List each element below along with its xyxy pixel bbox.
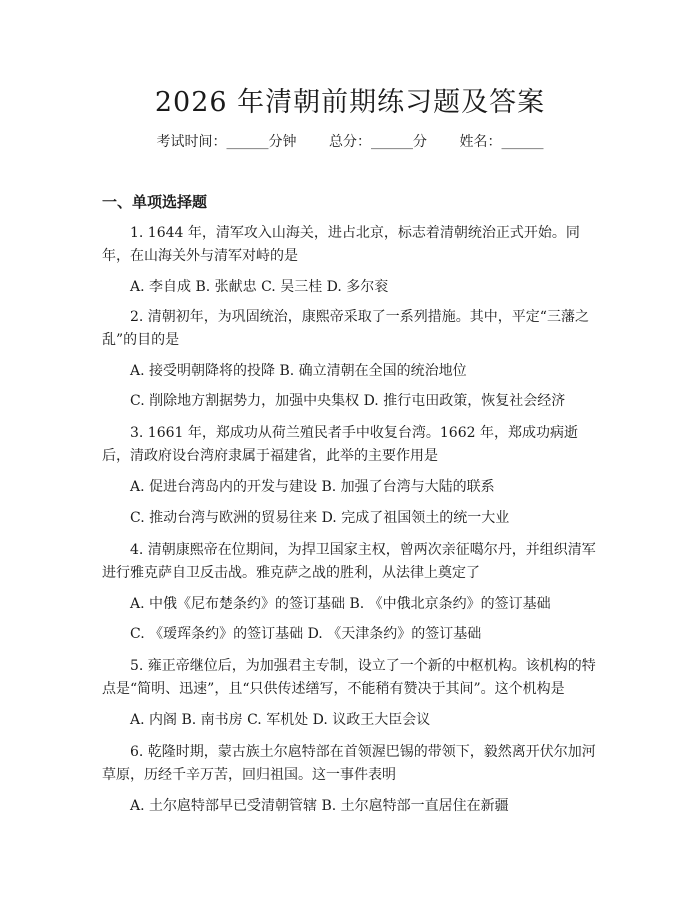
- student-name: 姓名：______: [459, 134, 544, 150]
- option-line: A. 接受明朝降将的投降 B. 确立清朝在全国的统治地位: [130, 363, 467, 379]
- question-2-options-c: [102, 390, 602, 413]
- question-3-options-c: [102, 507, 602, 530]
- page-title: 2026 年清朝前期练习题及答案: [154, 87, 546, 118]
- question-4: [102, 539, 602, 585]
- question-stem: 3. 1661 年，郑成功从荷兰殖民者手中收复台湾。1662 年，郑成功病逝后，清政府设台湾府隶属于福建省，此举的主要作用是: [102, 425, 578, 464]
- option-line: C. 推动台湾与欧洲的贸易往来 D. 完成了祖国领土的统一大业: [130, 510, 510, 526]
- question-2: [102, 306, 602, 352]
- option-line: A. 促进台湾岛内的开发与建设 B. 加强了台湾与大陆的联系: [130, 479, 495, 495]
- option-line: A. 中俄《尼布楚条约》的签订基础 B. 《中俄北京条约》的签订基础: [130, 596, 551, 612]
- question-6-options: [102, 795, 602, 818]
- question-1-options: [102, 276, 602, 299]
- question-4-options-a: [102, 593, 602, 616]
- exam-meta: [0, 131, 700, 151]
- option-line: A. 内阁 B. 南书房 C. 军机处 D. 议政王大臣会议: [130, 712, 431, 728]
- question-5: [102, 655, 602, 701]
- option-line: A. 土尔扈特部早已受清朝管辖 B. 土尔扈特部一直居住在新疆: [130, 798, 509, 814]
- option-line: C. 《瑷珲条约》的签订基础 D. 《天津条约》的签订基础: [130, 626, 482, 642]
- question-3-options-a: [102, 476, 602, 499]
- exam-time: 考试时间：______分钟: [156, 134, 297, 150]
- question-4-options-c: [102, 623, 602, 646]
- question-stem: 5. 雍正帝继位后，为加强君主专制，设立了一个新的中枢机构。该机构的特点是“简明、迅速”，且“只供传述缮写，不能稍有赞决于其间”。这个机构是: [102, 658, 596, 697]
- question-5-options: [102, 709, 602, 732]
- option-line: C. 削除地方割据势力，加强中央集权 D. 推行屯田政策，恢复社会经济: [130, 393, 566, 409]
- question-stem: 4. 清朝康熙帝在位期间，为捍卫国家主权，曾两次亲征噶尔丹，并组织清军进行雅克萨自卫反击战。雅克萨之战的胜利，从法律上奠定了: [102, 542, 596, 581]
- question-stem: 2. 清朝初年，为巩固统治，康熙帝采取了一系列措施。其中，平定“三藩之乱”的目的是: [102, 309, 589, 348]
- question-2-options-a: [102, 360, 602, 383]
- question-6: [102, 741, 602, 787]
- total-score: 总分：______分: [329, 134, 427, 150]
- question-3: [102, 422, 602, 468]
- section-heading: 一、单项选择题: [102, 193, 208, 211]
- question-stem: 6. 乾隆时期，蒙古族土尔扈特部在首领渥巴锡的带领下，毅然离开伏尔加河草原，历经千辛万苦，回归祖国。这一事件表明: [102, 744, 596, 783]
- question-1: [102, 222, 602, 268]
- question-stem: 1. 1644 年，清军攻入山海关，进占北京，标志着清朝统治正式开始。同年，在山海关外与清军对峙的是: [102, 225, 580, 264]
- option-line: A. 李自成 B. 张献忠 C. 吴三桂 D. 多尔衮: [130, 279, 389, 295]
